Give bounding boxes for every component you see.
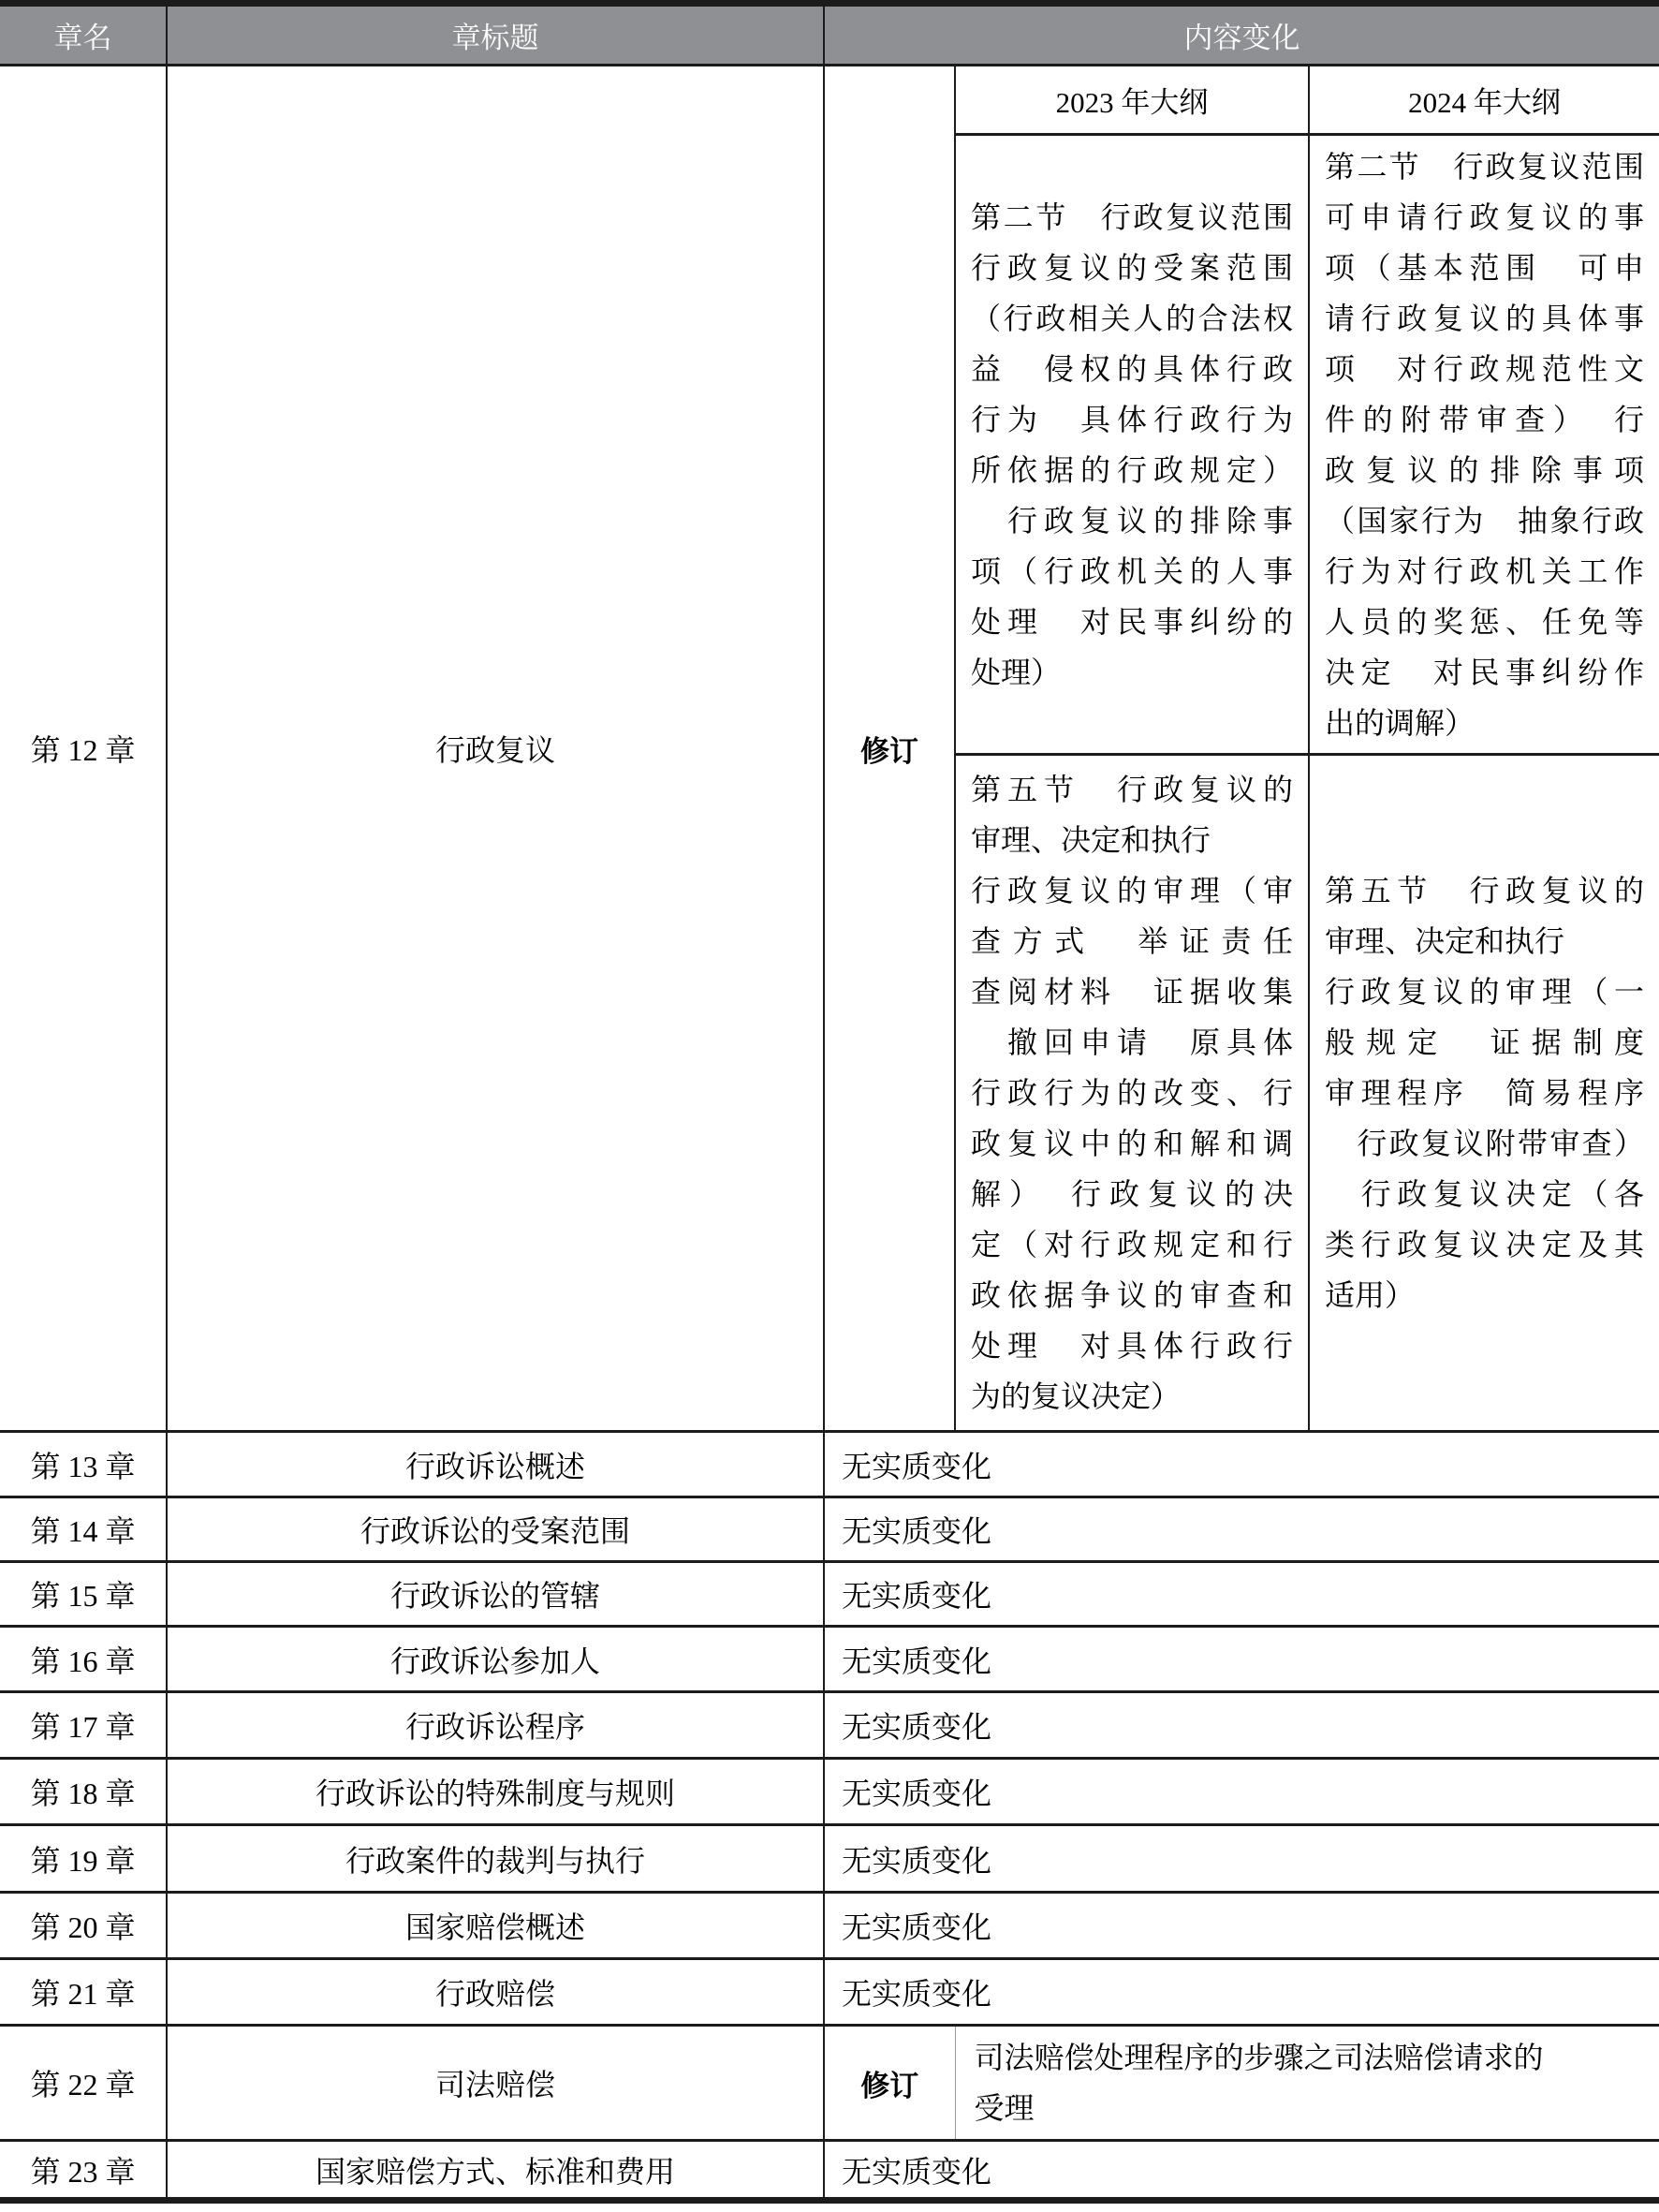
table-row — [0, 1562, 1659, 1627]
text-line: 政复议的排除事项 — [1325, 452, 1645, 487]
change-cell: 无实质变化 — [824, 1893, 1659, 1959]
table-row — [0, 1497, 1659, 1562]
chapter12-2024-lower-cell — [1309, 755, 1659, 1432]
table-row — [0, 1959, 1659, 2026]
text-line: 出的调解） — [1325, 705, 1475, 740]
text-line: 行政复议的审理（一 — [1325, 975, 1645, 1009]
title-cell: 行政案件的裁判与执行 — [167, 1825, 824, 1893]
text-line: 审理程序 简易程序 — [1325, 1076, 1645, 1110]
title-cell: 国家赔偿概述 — [167, 1893, 824, 1959]
title-cell: 行政诉讼概述 — [167, 1432, 824, 1497]
title-cell: 行政诉讼参加人 — [167, 1627, 824, 1692]
text-line: 第二节 行政复议范围 — [971, 199, 1293, 234]
text-line: 件的附带审查） 行 — [1325, 402, 1645, 436]
subheader-2023-label: 2023 年大纲 — [955, 66, 1309, 135]
text-line: 查方式 举证责任 — [971, 924, 1293, 958]
title-cell: 行政诉讼的受案范围 — [167, 1497, 824, 1562]
text-line: 第五节 行政复议的 — [1325, 874, 1645, 907]
text-line: 处理 对具体行政行 — [971, 1329, 1293, 1363]
text-line: 可申请行政复议的事 — [1325, 199, 1645, 234]
change-cell: 无实质变化 — [824, 1759, 1659, 1825]
title-cell: 行政诉讼程序 — [167, 1692, 824, 1759]
chapter-cell: 第 18 章 — [0, 1759, 167, 1825]
subheader-2024-label: 2024 年大纲 — [1309, 66, 1659, 135]
change-cell: 无实质变化 — [824, 1562, 1659, 1627]
chapter23-row — [0, 2141, 1659, 2201]
chapter-cell: 第 23 章 — [0, 2141, 167, 2201]
text-line: （行政相关人的合法权 — [971, 301, 1293, 335]
chapter12-2024-upper-cell — [1309, 135, 1659, 755]
text-line: 行为对行政机关工作 — [1325, 553, 1645, 588]
text-line: 受理 — [974, 2091, 1035, 2125]
change-cell: 无实质变化 — [824, 1692, 1659, 1759]
chapter-cell: 第 15 章 — [0, 1562, 167, 1627]
table-row — [0, 1627, 1659, 1692]
text-line: 适用） — [1325, 1278, 1416, 1312]
header-cell-chapter: 章名 — [0, 4, 167, 66]
text-line: 项（基本范围 可申 — [1325, 250, 1645, 285]
text-line: 益 侵权的具体行政 — [971, 351, 1293, 386]
header-cell-changes: 内容变化 — [824, 4, 1659, 66]
chapter-cell: 第 21 章 — [0, 1959, 167, 2026]
text-line: 司法赔偿处理程序的步骤之司法赔偿请求的 — [974, 2041, 1544, 2074]
change-cell: 无实质变化 — [824, 1959, 1659, 2026]
change-cell: 无实质变化 — [824, 1432, 1659, 1497]
text-line: 政复议中的和解和调 — [971, 1127, 1293, 1160]
text-line: 所依据的行政规定） — [971, 452, 1293, 487]
title-cell: 行政诉讼的管辖 — [167, 1562, 824, 1627]
text-line: 处理 对民事纠纷的 — [971, 604, 1293, 639]
change-cell: 无实质变化 — [824, 1825, 1659, 1893]
title-cell: 行政赔偿 — [167, 1959, 824, 2026]
table-header-row — [0, 4, 1659, 66]
text-line: 行为 具体行政行为 — [971, 402, 1293, 436]
chapter-cell: 第 19 章 — [0, 1825, 167, 1893]
chapter-cell: 第 16 章 — [0, 1627, 167, 1692]
text-line: 般规定 证据制度 — [1325, 1025, 1645, 1059]
text-line: 第五节 行政复议的 — [971, 773, 1293, 806]
table-row — [0, 1825, 1659, 1893]
text-line: 行政复议的审理（审 — [971, 874, 1293, 907]
text-line: 决定 对民事纠纷作 — [1325, 655, 1645, 689]
text-line: 处理） — [971, 655, 1062, 689]
change-cell: 无实质变化 — [824, 1627, 1659, 1692]
header-cell-title: 章标题 — [167, 4, 824, 66]
text-line: 项（行政机关的人事 — [971, 553, 1293, 588]
table-row — [0, 1759, 1659, 1825]
title-cell: 行政诉讼的特殊制度与规则 — [167, 1759, 824, 1825]
chapter12-chapter-cell: 第 12 章 — [0, 66, 167, 1432]
chapter22-chapter-cell: 第 22 章 — [0, 2026, 167, 2141]
text-line: 请行政复议的具体事 — [1325, 301, 1645, 335]
chapter12-2023-upper-cell — [955, 135, 1309, 755]
chapter-cell: 第 20 章 — [0, 1893, 167, 1959]
change-cell: 无实质变化 — [824, 1497, 1659, 1562]
text-line: 行政复议附带审查） — [1325, 1127, 1645, 1160]
table-row — [0, 1692, 1659, 1759]
text-line: 行政行为的改变、行 — [971, 1076, 1293, 1110]
text-line: 行政复议的排除事 — [971, 503, 1293, 538]
chapter22-row — [0, 2026, 1659, 2141]
text-line: 审理、决定和执行 — [1325, 924, 1565, 958]
change-cell: 无实质变化 — [824, 2141, 1659, 2201]
text-line: 撤回申请 原具体 — [971, 1025, 1293, 1059]
text-line: 定（对行政规定和行 — [971, 1228, 1293, 1261]
chapter12-status-cell: 修订 — [824, 66, 955, 1432]
table-row — [0, 1893, 1659, 1959]
text-line: 政依据争议的审查和 — [971, 1278, 1293, 1312]
chapter12-title-cell: 行政复议 — [167, 66, 824, 1432]
text-line: 项 对行政规范性文 — [1325, 351, 1645, 386]
text-line: 类行政复议决定及其 — [1325, 1228, 1645, 1261]
title-cell: 国家赔偿方式、标准和费用 — [167, 2141, 824, 2201]
text-line: 人员的奖惩、任免等 — [1325, 604, 1645, 639]
chapter-cell: 第 14 章 — [0, 1497, 167, 1562]
text-line: （国家行为 抽象行政 — [1325, 503, 1645, 538]
text-line: 行政复议决定（各 — [1325, 1177, 1645, 1211]
text-line: 查阅材料 证据收集 — [971, 975, 1293, 1009]
chapter12-subheader-row — [0, 66, 1659, 135]
chapter-cell: 第 17 章 — [0, 1692, 167, 1759]
chapter22-title-cell: 司法赔偿 — [167, 2026, 824, 2141]
chapter22-desc-cell — [955, 2026, 1659, 2141]
text-line: 为的复议决定） — [971, 1379, 1182, 1413]
table-row — [0, 1432, 1659, 1497]
chapter22-status-cell: 修订 — [824, 2026, 955, 2141]
chapter12-2023-lower-cell — [955, 755, 1309, 1432]
chapter-cell: 第 13 章 — [0, 1432, 167, 1497]
text-line: 解） 行政复议的决 — [971, 1177, 1293, 1211]
text-line: 第二节 行政复议范围 — [1325, 149, 1645, 184]
text-line: 审理、决定和执行 — [971, 823, 1211, 857]
text-line: 行政复议的受案范围 — [971, 250, 1293, 285]
